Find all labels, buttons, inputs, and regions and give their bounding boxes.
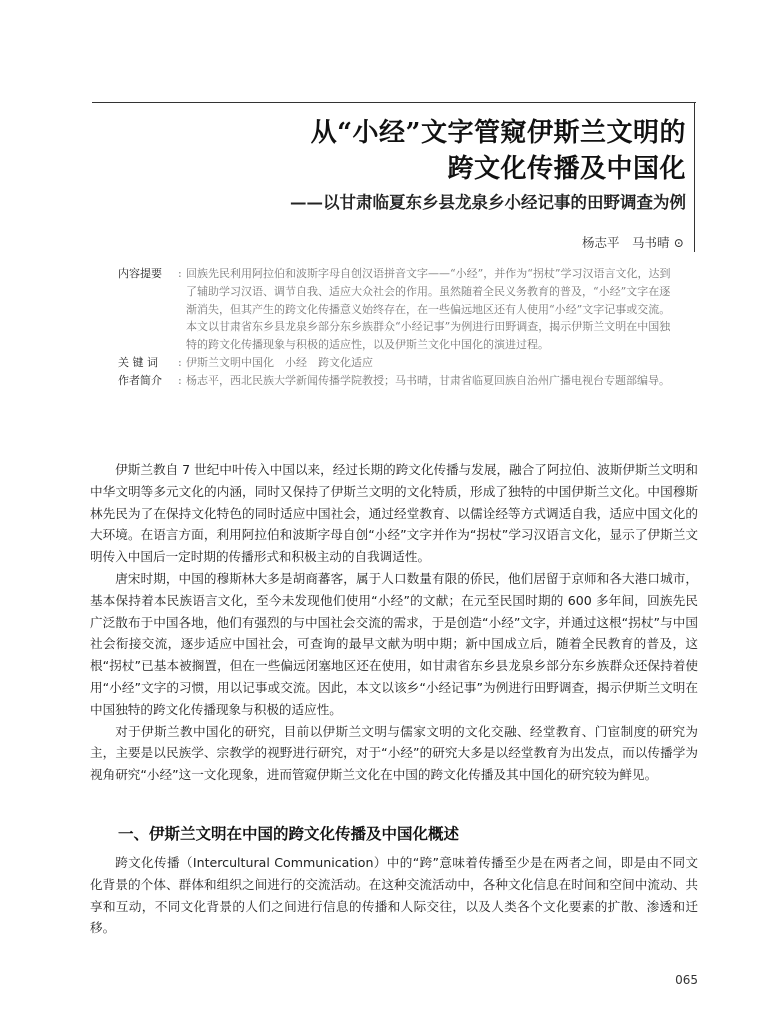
author-line: 杨志平 马书晴 ⊙ <box>582 235 684 250</box>
paragraph-1: 伊斯兰教自 7 世纪中叶传入中国以来，经过长期的跨文化传播与发展，融合了阿拉伯、波斯伊斯兰文明和中华文明等多元文化的内涵，同时又保持了伊斯兰文明的文化特质，形成了独特的中国伊斯兰文化。中国穆斯林先民为了在保持文化特色的同时适应中国社会，通过经堂教育、以儒诠经等方式调适自我，适应中国文化的大环境。在语言方面，利用阿拉伯和波斯字母自创“小经”文字并作为“拐杖”学习汉语言文化，显示了伊斯兰文明传入中国后一定时期的传播形式和积极主动的自我调适性。 <box>90 462 698 565</box>
title-line-2: 跨文化传播及中国化 <box>447 154 686 184</box>
label-colon: : <box>178 355 182 369</box>
paragraph-4: 跨文化传播（Intercultural Communication）中的“跨”意味着传播至少是在两者之间，即是由不同文化背景的个体、群体和组织之间进行的交流活动。在这种交流活动中，各种文化信息在时间和空间中流动、共享和互动，不同文化背景的人们之间进行信息的传播和人际交往，以及人类各个文化要素的扩散、渗透和迁移。 <box>90 855 698 936</box>
body-section-1 <box>90 852 698 939</box>
page-number: 065 <box>675 973 698 987</box>
subtitle: ——以甘肃临夏东乡县龙泉乡小经记事的田野调查为例 <box>290 193 686 212</box>
title-line-1: 从“小经”文字管窥伊斯兰文明的 <box>310 118 686 148</box>
abstract-block <box>118 265 678 390</box>
paragraph-2: 唐宋时期，中国的穆斯林大多是胡商蕃客，属于人口数量有限的侨民，他们居留于京师和各大港口城市，基本保持着本民族语言文化，至今未发现他们使用“小经”的文献；在元至民国时期的 600 多年间，回族先民广泛散布于中国各地，他们有强烈的与中国社会交流的需求，于是创造“小经”文字，并通过这根“拐杖”与中国社会衔接交流，逐步适应中国社会，可查询的最早文献为明中期；新中国成立后，随着全民教育的普及，这根“拐杖”已基本被搁置，但在一些偏远闭塞地区还在使用，如甘肃省东乡县龙泉乡部分东乡族群众还保持着使用“小经”文字的习惯，用以记事或交流。因此，本文以该乡“小经记事”为例进行田野调查，揭示伊斯兰文明在中国独特的跨文化传播现象与积极的适应性。 <box>90 570 698 717</box>
paragraph-3: 对于伊斯兰教中国化的研究，目前以伊斯兰文明与儒家文明的文化交融、经堂教育、门宦制度的研究为主，主要是以民族学、宗教学的视野进行研究，对于“小经”的研究大多是以经堂教育为出发点，而以传播学为视角研究“小经”这一文化现象，进而管窥伊斯兰文化在中国的跨文化传播及其中国化的研究较为鲜见。 <box>90 723 698 783</box>
vertical-rule <box>694 102 695 252</box>
author-intro-text: 杨志平，西北民族大学新闻传播学院教授；马书晴，甘肃省临夏回族自治州广播电视台专题部编导。 <box>186 373 670 387</box>
keywords-text: 伊斯兰文明中国化 小经 跨文化适应 <box>186 355 373 369</box>
summary-text: 回族先民利用阿拉伯和波斯字母自创汉语拼音文字——“小经”，并作为“拐杖”学习汉语言文化，达到了辅助学习汉语、调节自我、适应大众社会的作用。虽然随着全民义务教育的普及，“小经”文字在逐渐消失，但其产生的跨文化传播意义始终存在，在一些偏远地区还有人使用“小经”文字记事或交流。本文以甘肃省东乡县龙泉乡部分东乡族群众“小经记事”为例进行田野调查，揭示伊斯兰文明在中国独特的跨文化传播现象与积极的适应性，以及伊斯兰文化中国化的演进过程。 <box>186 267 671 352</box>
body-section-intro <box>90 459 698 786</box>
label-colon: : <box>178 267 182 280</box>
summary-row <box>118 265 678 354</box>
author-intro-label: 作者简介 <box>118 373 162 387</box>
section-heading-1: 一、伊斯兰文明在中国的跨文化传播及中国化概述 <box>118 824 460 843</box>
top-rule <box>92 102 696 103</box>
keywords-row <box>118 354 678 372</box>
keywords-label: 关 键 词 <box>118 355 158 369</box>
summary-label: 内容提要 <box>118 267 162 280</box>
label-colon: : <box>178 373 182 387</box>
author-intro-row <box>118 372 678 390</box>
